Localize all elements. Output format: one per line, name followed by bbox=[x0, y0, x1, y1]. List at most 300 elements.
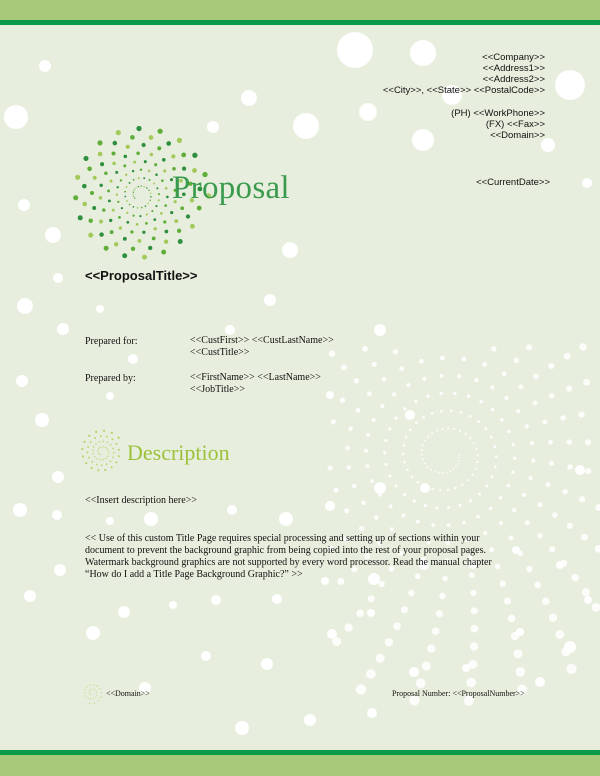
spiral-dot bbox=[549, 461, 554, 466]
bubble bbox=[225, 325, 235, 335]
logo-dot bbox=[171, 154, 175, 158]
spiral-dot bbox=[537, 502, 542, 507]
spiral-dot bbox=[356, 609, 364, 617]
spiral-dot bbox=[417, 481, 420, 484]
spiral-dot bbox=[395, 484, 398, 487]
spiral-dot bbox=[439, 593, 445, 599]
footer-icon-dot bbox=[98, 700, 100, 702]
logo-dot bbox=[163, 169, 166, 172]
logo-dot bbox=[158, 193, 160, 195]
bubble bbox=[582, 178, 592, 188]
logo-dot bbox=[138, 186, 139, 187]
logo-dot bbox=[148, 246, 152, 250]
logo-dot bbox=[165, 230, 169, 234]
logo-dot bbox=[112, 162, 116, 166]
logo-dot bbox=[126, 212, 128, 214]
logo-dot bbox=[174, 219, 178, 223]
spiral-dot bbox=[502, 371, 507, 376]
description-icon-dot bbox=[87, 446, 89, 448]
spiral-dot bbox=[422, 444, 424, 446]
logo-dot bbox=[150, 196, 152, 198]
spiral-dot bbox=[390, 527, 394, 531]
spiral-dot bbox=[595, 504, 600, 511]
spiral-dot bbox=[511, 470, 515, 474]
logo-dot bbox=[88, 218, 93, 223]
bubble bbox=[420, 483, 430, 493]
logo-dot bbox=[90, 191, 94, 195]
spiral-dot bbox=[460, 411, 463, 414]
spiral-dot bbox=[560, 560, 567, 567]
logo-dot bbox=[125, 174, 127, 176]
description-icon-dot bbox=[97, 450, 98, 451]
bubble bbox=[45, 227, 61, 243]
logo-dot bbox=[148, 190, 149, 191]
bubble bbox=[405, 410, 415, 420]
spiral-dot bbox=[495, 455, 498, 458]
logo-dot bbox=[136, 152, 140, 156]
footer-icon-dot bbox=[89, 693, 90, 694]
logo-dot bbox=[133, 206, 135, 208]
footer-icon-dot bbox=[90, 694, 91, 695]
instructions-line: “How do I add a Title Page Background Graphic?” >> bbox=[85, 569, 303, 580]
spiral-dot bbox=[347, 465, 352, 470]
logo-dot bbox=[92, 206, 96, 210]
bubble bbox=[326, 391, 334, 399]
spiral-dot bbox=[475, 467, 477, 469]
logo-dot bbox=[150, 153, 154, 157]
bubble bbox=[409, 667, 419, 677]
logo-dot bbox=[150, 193, 152, 195]
spiral-dot bbox=[450, 470, 452, 472]
logo-dot bbox=[114, 242, 118, 246]
spiral-dot bbox=[582, 588, 590, 596]
spiral-dot bbox=[427, 436, 429, 438]
instructions-line: Watermark background graphics are not supported by every word processor. Read the manual chapter bbox=[85, 557, 492, 568]
logo-dot bbox=[160, 212, 163, 215]
spiral-dot bbox=[528, 476, 532, 480]
logo-dot bbox=[165, 187, 168, 190]
spiral-dot bbox=[567, 464, 573, 470]
description-icon-dot bbox=[106, 436, 108, 438]
spiral-dot bbox=[395, 416, 398, 419]
fax-field: (FX) <<Fax>> bbox=[485, 119, 545, 130]
logo-dot bbox=[99, 232, 103, 236]
bubble bbox=[106, 392, 114, 400]
logo-dot bbox=[149, 200, 151, 202]
spiral-dot bbox=[441, 428, 443, 430]
description-icon-dot bbox=[88, 457, 90, 459]
spiral-dot bbox=[352, 484, 357, 489]
customer-name-field: <<CustFirst>> <<CustLastName>> bbox=[190, 335, 334, 346]
description-icon-dot bbox=[107, 456, 108, 457]
spiral-dot bbox=[522, 493, 526, 497]
logo-dot bbox=[142, 143, 146, 147]
footer-icon-dot bbox=[93, 698, 94, 699]
footer-icon-dot bbox=[97, 685, 98, 686]
description-icon-dot bbox=[98, 448, 99, 449]
logo-dot bbox=[117, 186, 119, 188]
logo-dot bbox=[141, 207, 143, 209]
logo-dot bbox=[151, 210, 153, 212]
spiral-dot bbox=[455, 466, 457, 468]
spiral-dot bbox=[578, 412, 584, 418]
description-icon-dot bbox=[117, 436, 119, 438]
footer-icon-dot bbox=[89, 703, 91, 705]
footer-icon-dot bbox=[89, 691, 90, 692]
spiral-dot bbox=[442, 472, 444, 474]
spiral-dot bbox=[384, 439, 387, 442]
description-icon-dot bbox=[106, 463, 108, 465]
description-icon-dot bbox=[94, 456, 95, 457]
bubble bbox=[235, 721, 249, 735]
logo-dot bbox=[118, 216, 121, 219]
logo-dot bbox=[100, 162, 104, 166]
logo-dot bbox=[186, 214, 190, 218]
work-phone-field: (PH) <<WorkPhone>> bbox=[451, 108, 545, 119]
spiral-dot bbox=[499, 521, 503, 525]
logo-dot bbox=[140, 185, 141, 186]
logo-dot bbox=[143, 186, 144, 187]
bubble bbox=[128, 354, 138, 364]
bubble bbox=[211, 595, 221, 605]
spiral-dot bbox=[469, 437, 471, 439]
description-icon-dot bbox=[118, 449, 120, 451]
spiral-dot bbox=[482, 362, 487, 367]
watermark-spiral bbox=[328, 343, 600, 705]
logo-dot bbox=[143, 177, 145, 179]
spiral-dot bbox=[514, 358, 519, 363]
logo-dot bbox=[124, 191, 126, 193]
spiral-dot bbox=[566, 386, 572, 392]
logo-dot bbox=[82, 202, 87, 207]
spiral-dot bbox=[421, 454, 423, 456]
logo-dot bbox=[145, 222, 148, 225]
spiral-dot bbox=[438, 472, 440, 474]
logo-dot bbox=[104, 172, 108, 176]
bubble bbox=[52, 510, 62, 520]
spiral-dot bbox=[361, 501, 366, 506]
spiral-dot bbox=[546, 482, 551, 487]
description-icon-dot bbox=[90, 441, 92, 443]
spiral-dot bbox=[403, 461, 406, 464]
spiral-dot bbox=[585, 439, 591, 445]
spiral-dot bbox=[490, 386, 494, 390]
bubble bbox=[367, 708, 377, 718]
bubble bbox=[4, 105, 28, 129]
spiral-dot bbox=[399, 366, 404, 371]
spiral-dot bbox=[533, 373, 538, 378]
footer-icon-dot bbox=[94, 702, 96, 704]
spiral-dot bbox=[416, 520, 420, 524]
logo-dot bbox=[82, 184, 87, 189]
spiral-dot bbox=[561, 647, 571, 657]
spiral-dot bbox=[402, 453, 405, 456]
logo-dot bbox=[133, 196, 134, 197]
spiral-dot bbox=[484, 427, 487, 430]
logo-dot bbox=[126, 186, 128, 188]
logo-dot bbox=[137, 207, 139, 209]
spiral-dot bbox=[470, 590, 476, 596]
description-icon-dot bbox=[99, 441, 101, 443]
spiral-dot bbox=[511, 632, 519, 640]
spiral-dot bbox=[473, 442, 475, 444]
spiral-dot bbox=[519, 384, 524, 389]
logo-dot bbox=[134, 198, 135, 199]
logo-dot bbox=[123, 237, 127, 241]
spiral-dot bbox=[447, 506, 450, 509]
description-icon-dot bbox=[97, 451, 98, 452]
spiral-dot bbox=[415, 422, 418, 425]
logo-dot bbox=[133, 179, 135, 181]
spiral-dot bbox=[462, 521, 466, 525]
bubble bbox=[374, 324, 386, 336]
logo-dot bbox=[157, 129, 162, 134]
logo-dot bbox=[133, 194, 134, 195]
spiral-dot bbox=[542, 419, 547, 424]
logo-dot bbox=[164, 240, 168, 244]
spiral-dot bbox=[381, 404, 385, 408]
spiral-dot bbox=[469, 415, 472, 418]
footer-icon-dot bbox=[90, 698, 91, 699]
spiral-dot bbox=[493, 445, 496, 448]
footer-icon-dot bbox=[96, 695, 97, 696]
spiral-dot bbox=[512, 443, 516, 447]
spiral-dot bbox=[500, 581, 506, 587]
bubble bbox=[374, 482, 386, 494]
spiral-dot bbox=[431, 432, 433, 434]
logo-dot bbox=[104, 246, 109, 251]
spiral-dot bbox=[422, 458, 424, 460]
spiral-dot bbox=[583, 379, 590, 386]
spiral-dot bbox=[411, 475, 414, 478]
spiral-dot bbox=[426, 395, 429, 398]
description-icon-dot bbox=[87, 451, 89, 453]
spiral-dot bbox=[416, 678, 426, 688]
logo-dot bbox=[116, 130, 121, 135]
bubble bbox=[410, 40, 436, 66]
description-icon-dot bbox=[97, 469, 99, 471]
bubble bbox=[584, 596, 592, 604]
spiral-dot bbox=[447, 489, 449, 491]
description-icon-dot bbox=[108, 453, 109, 454]
description-icon-dot bbox=[96, 464, 98, 466]
spiral-dot bbox=[439, 489, 441, 491]
description-icon-dot bbox=[112, 448, 114, 450]
bubble bbox=[52, 471, 64, 483]
top-band-light bbox=[0, 0, 600, 20]
description-icon-dot bbox=[111, 438, 113, 440]
spiral-dot bbox=[453, 428, 455, 430]
footer-icon-dot bbox=[85, 695, 86, 696]
spiral-dot bbox=[525, 424, 529, 428]
spiral-dot bbox=[542, 597, 550, 605]
footer-domain: <<Domain>> bbox=[106, 689, 150, 698]
logo-dot bbox=[164, 204, 167, 207]
logo-dot bbox=[108, 199, 111, 202]
spiral-dot bbox=[424, 462, 426, 464]
spiral-dot bbox=[464, 433, 466, 435]
description-icon-dot bbox=[108, 451, 109, 452]
spiral-dot bbox=[516, 667, 526, 677]
spiral-dot bbox=[454, 487, 456, 489]
bubble bbox=[241, 90, 257, 106]
spiral-dot bbox=[571, 574, 579, 582]
logo-dot bbox=[162, 158, 166, 162]
logo-dot bbox=[177, 229, 181, 233]
spiral-dot bbox=[392, 392, 396, 396]
spiral-dot bbox=[440, 410, 443, 413]
footer-icon-dot bbox=[86, 686, 87, 687]
spiral-dot bbox=[344, 508, 349, 513]
bubble bbox=[201, 651, 211, 661]
spiral-dot bbox=[406, 383, 410, 387]
logo-dot bbox=[107, 189, 110, 192]
logo-dot bbox=[99, 220, 103, 224]
description-icon-dot bbox=[99, 447, 100, 448]
description-icon-dot bbox=[104, 469, 106, 471]
spiral-dot bbox=[457, 374, 461, 378]
logo-dot bbox=[93, 176, 97, 180]
spiral-dot bbox=[362, 346, 368, 352]
description-icon-dot bbox=[103, 459, 104, 460]
spiral-dot bbox=[383, 451, 386, 454]
footer-icon-dot bbox=[84, 693, 85, 694]
logo-dot bbox=[163, 220, 166, 223]
bubble bbox=[535, 677, 545, 687]
logo-dot bbox=[132, 170, 134, 172]
spiral-dot bbox=[499, 496, 503, 500]
spiral-dot bbox=[405, 436, 408, 439]
spiral-dot bbox=[459, 430, 461, 432]
logo-dot bbox=[110, 180, 113, 183]
spiral-dot bbox=[440, 392, 443, 395]
spiral-dot bbox=[469, 499, 472, 502]
spiral-dot bbox=[518, 550, 524, 556]
company-field: <<Company>> bbox=[482, 52, 545, 63]
logo-dot bbox=[156, 187, 158, 189]
logo-dot bbox=[192, 153, 197, 158]
footer-icon-dot bbox=[89, 690, 90, 691]
spiral-dot bbox=[447, 523, 451, 527]
logo-dot bbox=[126, 145, 130, 149]
spiral-dot bbox=[476, 454, 478, 456]
logo-dot bbox=[130, 230, 133, 233]
logo-dot bbox=[123, 164, 126, 167]
description-icon-dot bbox=[110, 460, 112, 462]
spiral-dot bbox=[436, 429, 438, 431]
logo-dot bbox=[142, 255, 147, 260]
spiral-dot bbox=[374, 515, 378, 519]
logo-dot bbox=[149, 179, 151, 181]
logo-dot bbox=[148, 203, 150, 205]
spiral-dot bbox=[413, 500, 416, 503]
bubble bbox=[96, 305, 104, 313]
footer-icon-dot bbox=[93, 684, 94, 685]
spiral-dot bbox=[526, 566, 532, 572]
spiral-dot bbox=[393, 349, 398, 354]
logo-dot bbox=[124, 196, 126, 198]
footer-icon-dot bbox=[96, 692, 97, 693]
spiral-dot bbox=[402, 514, 406, 518]
logo-dot bbox=[130, 135, 135, 140]
bubble bbox=[227, 505, 237, 515]
logo-dot bbox=[137, 239, 141, 243]
spiral-dot bbox=[436, 610, 443, 617]
spiral-dot bbox=[525, 520, 530, 525]
logo-dot bbox=[73, 195, 78, 200]
description-icon-dot bbox=[111, 432, 113, 434]
spiral-dot bbox=[431, 523, 435, 527]
bubble bbox=[54, 564, 66, 576]
bubble bbox=[16, 375, 28, 387]
logo-dot bbox=[161, 179, 164, 182]
spiral-dot bbox=[513, 457, 517, 461]
description-icon-dot bbox=[110, 444, 112, 446]
spiral-dot bbox=[548, 440, 553, 445]
footer-icon-dot bbox=[100, 696, 101, 697]
description-icon-dot bbox=[100, 454, 101, 455]
spiral-dot bbox=[348, 426, 353, 431]
logo-dot bbox=[138, 177, 140, 179]
spiral-dot bbox=[403, 493, 406, 496]
spiral-dot bbox=[537, 533, 543, 539]
spiral-dot bbox=[485, 485, 488, 488]
spiral-dot bbox=[491, 475, 494, 478]
spiral-dot bbox=[367, 391, 372, 396]
logo-dot bbox=[154, 227, 157, 230]
spiral-dot bbox=[471, 625, 479, 633]
footer-spiral-icon bbox=[84, 684, 102, 704]
spiral-dot bbox=[458, 504, 461, 507]
spiral-dot bbox=[393, 622, 401, 630]
logo-dot bbox=[153, 218, 156, 221]
bubble bbox=[24, 590, 36, 602]
description-icon-dot bbox=[93, 446, 95, 448]
logo-dot bbox=[112, 141, 117, 146]
spiral-dot bbox=[585, 468, 591, 474]
bubble bbox=[412, 129, 434, 151]
logo-dot bbox=[131, 247, 135, 251]
logo-dot bbox=[136, 223, 139, 226]
footer-icon-dot bbox=[85, 689, 86, 690]
spiral-dot bbox=[531, 458, 535, 462]
logo-dot bbox=[146, 187, 147, 188]
footer-icon-dot bbox=[95, 697, 96, 698]
spiral-dot bbox=[461, 484, 463, 486]
spiral-dot bbox=[476, 515, 480, 519]
spiral-dot bbox=[427, 645, 435, 653]
bubble bbox=[555, 70, 585, 100]
logo-dot bbox=[97, 140, 102, 145]
proposal-heading: Proposal bbox=[172, 170, 290, 206]
spiral-dot bbox=[345, 446, 350, 451]
description-icon-dot bbox=[103, 430, 105, 432]
description-icon-dot bbox=[81, 448, 83, 450]
spiral-dot bbox=[430, 469, 432, 471]
spiral-dot bbox=[385, 638, 393, 646]
description-icon-dot bbox=[113, 452, 115, 454]
spiral-dot bbox=[378, 581, 384, 587]
spiral-dot bbox=[359, 526, 364, 531]
bubble bbox=[118, 606, 130, 618]
logo-dot bbox=[144, 160, 147, 163]
logo-dot bbox=[177, 138, 182, 143]
spiral-dot bbox=[562, 489, 568, 495]
spiral-dot bbox=[491, 408, 495, 412]
description-icon-dot bbox=[82, 455, 84, 457]
bubble bbox=[13, 503, 27, 517]
description-icon-dot bbox=[92, 453, 93, 454]
